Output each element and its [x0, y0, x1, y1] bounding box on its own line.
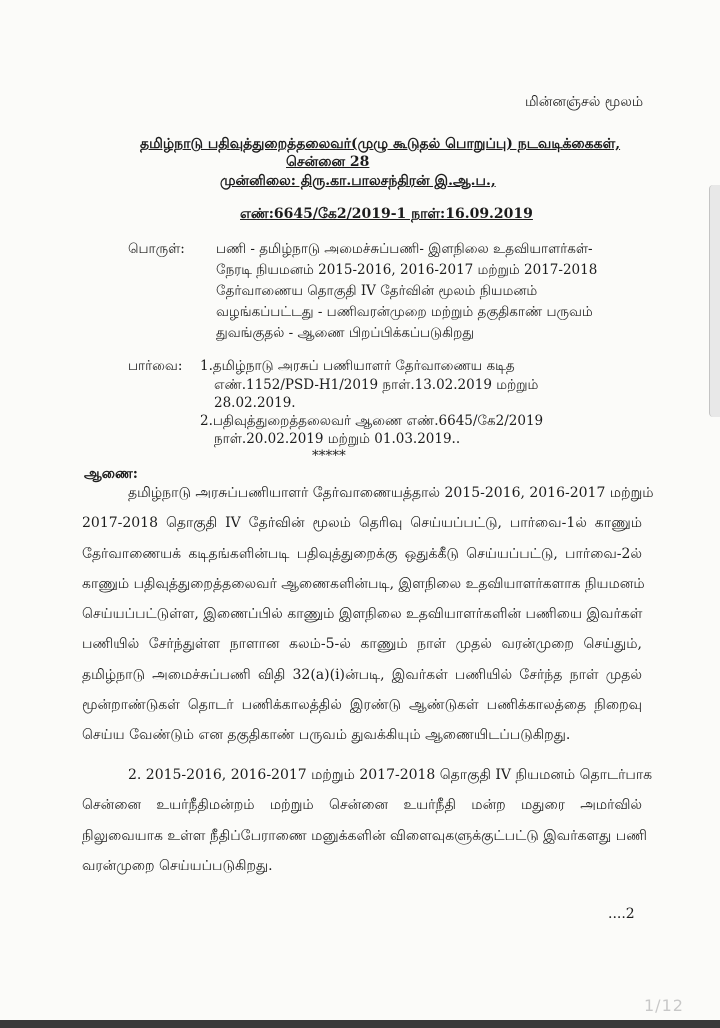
reference-line: 1.தமிழ்நாடு அரசுப் பணியாளர் தேர்வாணைய கடித: [200, 358, 515, 374]
subject-line: பணி - தமிழ்நாடு அமைச்சுப்பணி- இளநிலை உதவியாளர்கள்-: [216, 241, 593, 257]
paragraph-line: தமிழ்நாடு அரசுப்பணியாளர் தேர்வாணையத்தால் 2015-2016, 2016-2017 மற்றும்: [128, 485, 654, 501]
subject-label: பொருள்:: [128, 241, 185, 257]
paragraph-line: 2017-2018 தொகுதி IV தேர்வின் மூலம் தெரிவு செய்யப்பட்டு, பார்வை-1ல் காணும்: [82, 515, 642, 532]
paragraph-line: மூன்றாண்டுகள் தொடர் பணிக்காலத்தில் இரண்டு ஆண்டுகள் பணிக்காலத்தை நிறைவு: [82, 697, 642, 714]
order-paragraph-2: [82, 760, 653, 881]
page-indicator: 1/12: [644, 996, 684, 1015]
paragraph-line: வரன்முறை செய்யப்படுகிறது.: [82, 857, 273, 874]
paragraph-line: தமிழ்நாடு அமைச்சுப்பணி விதி 32(a)(i)ன்படி, இவர்கள் பணியில் சேர்ந்த நாள் முதல்: [82, 666, 642, 683]
paragraph-line: 2. 2015-2016, 2016-2017 மற்றும் 2017-2018 தொகுதி IV நியமனம் தொடர்பாக: [128, 767, 653, 783]
paragraph-line: நிலுவையாக உள்ள நீதிப்பேராணை மனுக்களின் விளைவுகளுக்குட்பட்டு இவர்களது பணி: [82, 827, 647, 844]
subject-line: வழங்கப்பட்டது - பணிவரன்முறை மற்றும் தகுதிகாண் பருவம்: [216, 304, 593, 320]
office-city: சென்னை 28: [286, 154, 370, 170]
paragraph-line: காணும் பதிவுத்துறைத்தலைவர் ஆணைகளின்படி, இளநிலை உதவியாளர்களாக நியமனம்: [82, 575, 645, 592]
references-label: பார்வை:: [128, 358, 183, 374]
reference-line: எண்.1152/PSD-H1/2019 நாள்.13.02.2019 மற்றும்: [214, 377, 539, 393]
paragraph-line: செய்ய வேண்டும் என தகுதிகாண் பருவம் துவக்கியும் ஆணையிடப்படுகிறது.: [82, 727, 571, 744]
reference-number: எண்:6645/கே2/2019-1 நாள்:16.09.2019: [240, 206, 533, 222]
paragraph-line: பணியில் சேர்ந்துள்ள நாளான கலம்-5-ல் காணும் நாள் முதல் வரன்முறை செய்தும்,: [82, 636, 642, 653]
paragraph-line: தேர்வாணையக் கடிதங்களின்படி பதிவுத்துறைக்கு ஒதுக்கீடு செய்யப்பட்டு, பார்வை-2ல்: [82, 545, 642, 562]
order-paragraph-1: [82, 478, 654, 751]
viewer-scroll-tab[interactable]: [709, 185, 720, 417]
reference-line: நாள்.20.02.2019 மற்றும் 01.03.2019..: [214, 431, 461, 447]
office-heading: தமிழ்நாடு பதிவுத்துறைத்தலைவர்(முழு கூடுதல் பொறுப்பு) நடவடிக்கைகள்,: [140, 136, 621, 152]
continuation-marker: ....2: [608, 906, 635, 922]
presence-line: முன்னிலை: திரு.கா.பாலசந்திரன் இ.ஆ.ப.,: [220, 173, 496, 189]
paragraph-line: செய்யப்பட்டுள்ள, இணைப்பில் காணும் இளநிலை உதவியாளர்களின் பணியை இவர்கள்: [82, 606, 643, 623]
delivery-mode: மின்னஞ்சல் மூலம்: [525, 94, 644, 110]
separator-stars: *****: [312, 448, 346, 464]
paragraph-line: சென்னை உயர்நீதிமன்றம் மற்றும் சென்னை உயர்நீதி மன்ற மதுரை அமர்வில்: [82, 797, 642, 814]
reference-line: 28.02.2019.: [214, 395, 296, 411]
subject-line: துவங்குதல் - ஆணை பிறப்பிக்கப்படுகிறது: [216, 325, 475, 341]
subject-line: நேரடி நியமனம் 2015-2016, 2016-2017 மற்றும் 2017-2018: [216, 262, 598, 278]
order-label: ஆணை:: [84, 466, 138, 482]
reference-line: 2.பதிவுத்துறைத்தலைவர் ஆணை எண்.6645/கே2/2019: [200, 413, 544, 429]
subject-line: தேர்வாணைய தொகுதி IV தேர்வின் மூலம் நியமனம்: [216, 283, 538, 299]
viewer-bottom-bar: [0, 1020, 720, 1028]
